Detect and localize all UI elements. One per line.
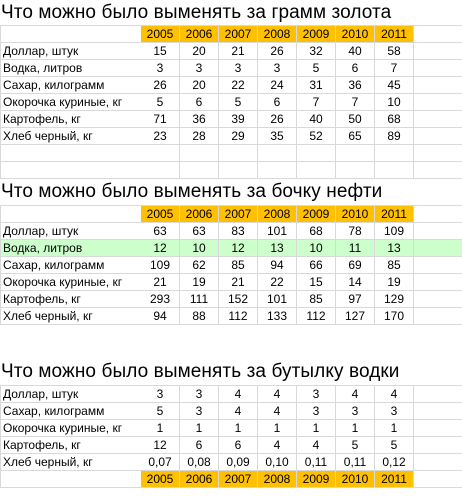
value-cell[interactable]: 24 — [258, 77, 297, 94]
empty-cell[interactable] — [180, 145, 219, 162]
value-cell[interactable]: 6 — [180, 437, 219, 454]
value-cell[interactable]: 40 — [336, 43, 375, 60]
empty-cell[interactable] — [414, 111, 462, 128]
value-cell[interactable]: 85 — [297, 291, 336, 308]
table-row — [1, 274, 462, 291]
year-header-cell[interactable]: 2008 — [258, 471, 297, 488]
table-row — [1, 420, 462, 437]
year-header-cell[interactable]: 2005 — [141, 471, 180, 488]
year-header-cell[interactable]: 2005 — [141, 26, 180, 43]
table-row — [1, 454, 462, 471]
table-row — [1, 308, 462, 325]
value-cell[interactable]: 3 — [258, 60, 297, 77]
year-header-row — [1, 206, 462, 223]
year-header-cell[interactable]: 2010 — [336, 206, 375, 223]
table-row — [1, 240, 462, 257]
value-cell[interactable]: 129 — [375, 291, 414, 308]
value-cell[interactable]: 15 — [297, 274, 336, 291]
row-label-cell[interactable]: Окорочка куриные, кг — [1, 274, 141, 291]
empty-cell[interactable] — [414, 223, 462, 240]
empty-cell[interactable] — [297, 145, 336, 162]
value-cell[interactable]: 112 — [297, 308, 336, 325]
empty-cell[interactable] — [1, 145, 141, 162]
value-cell[interactable]: 22 — [219, 77, 258, 94]
section-title-oil: Что можно было выменять за бочку нефти — [1, 181, 383, 202]
table-row — [1, 128, 462, 145]
value-cell[interactable]: 62 — [180, 257, 219, 274]
value-cell[interactable]: 14 — [336, 274, 375, 291]
year-header-cell[interactable]: 2009 — [297, 471, 336, 488]
value-cell[interactable]: 152 — [219, 291, 258, 308]
value-cell[interactable]: 23 — [141, 128, 180, 145]
year-header-cell[interactable]: 2010 — [336, 26, 375, 43]
year-header-cell[interactable]: 2007 — [219, 26, 258, 43]
empty-cell[interactable] — [1, 162, 141, 179]
value-cell[interactable]: 170 — [375, 308, 414, 325]
value-cell[interactable]: 10 — [375, 94, 414, 111]
value-cell[interactable]: 1 — [375, 420, 414, 437]
row-label-cell[interactable]: Водка, литров — [1, 60, 141, 77]
value-cell[interactable]: 3 — [297, 386, 336, 403]
value-cell[interactable]: 88 — [180, 308, 219, 325]
value-cell[interactable]: 94 — [258, 257, 297, 274]
row-label-cell[interactable]: Доллар, штук — [1, 43, 141, 60]
value-cell[interactable]: 101 — [258, 223, 297, 240]
empty-cell[interactable] — [219, 145, 258, 162]
empty-cell[interactable] — [414, 162, 462, 179]
value-cell[interactable]: 31 — [297, 77, 336, 94]
empty-cell[interactable] — [180, 162, 219, 179]
value-cell[interactable]: 19 — [180, 274, 219, 291]
empty-cell[interactable] — [336, 145, 375, 162]
value-cell[interactable]: 40 — [297, 111, 336, 128]
empty-cell[interactable] — [375, 162, 414, 179]
value-cell[interactable]: 5 — [141, 403, 180, 420]
row-label-cell[interactable]: Хлеб черный, кг — [1, 128, 141, 145]
value-cell[interactable]: 26 — [258, 43, 297, 60]
row-label-cell[interactable]: Картофель, кг — [1, 437, 141, 454]
value-cell[interactable]: 7 — [297, 94, 336, 111]
year-header-cell[interactable]: 2009 — [297, 206, 336, 223]
empty-cell[interactable] — [414, 291, 462, 308]
empty-cell[interactable] — [258, 145, 297, 162]
year-header-cell[interactable]: 2007 — [219, 471, 258, 488]
value-cell[interactable]: 4 — [258, 403, 297, 420]
value-cell[interactable]: 3 — [180, 60, 219, 77]
value-cell[interactable]: 5 — [219, 94, 258, 111]
year-header-cell[interactable]: 2009 — [297, 26, 336, 43]
empty-cell[interactable] — [414, 437, 462, 454]
table-row — [1, 291, 462, 308]
section-title-vodka: Что можно было выменять за бутылку водки — [1, 361, 400, 382]
value-cell[interactable]: 1 — [141, 420, 180, 437]
value-cell[interactable]: 26 — [141, 77, 180, 94]
value-cell[interactable]: 63 — [180, 223, 219, 240]
empty-cell[interactable] — [297, 162, 336, 179]
empty-cell[interactable] — [414, 471, 462, 488]
value-cell[interactable]: 11 — [336, 240, 375, 257]
row-label-cell[interactable]: Хлеб черный, кг — [1, 454, 141, 471]
value-cell[interactable]: 66 — [297, 257, 336, 274]
row-label-cell[interactable]: Картофель, кг — [1, 111, 141, 128]
header-empty-cell[interactable] — [1, 26, 141, 43]
row-label-cell[interactable]: Доллар, штук — [1, 386, 141, 403]
empty-cell[interactable] — [258, 162, 297, 179]
value-cell[interactable]: 3 — [219, 60, 258, 77]
value-cell[interactable]: 45 — [375, 77, 414, 94]
empty-row — [1, 145, 462, 162]
value-cell[interactable]: 32 — [297, 43, 336, 60]
value-cell[interactable]: 63 — [141, 223, 180, 240]
value-cell[interactable]: 83 — [219, 223, 258, 240]
value-cell[interactable]: 52 — [297, 128, 336, 145]
value-cell[interactable]: 109 — [141, 257, 180, 274]
value-cell[interactable]: 0,10 — [258, 454, 297, 471]
value-cell[interactable]: 15 — [141, 43, 180, 60]
value-cell[interactable]: 89 — [375, 128, 414, 145]
value-cell[interactable]: 6 — [180, 94, 219, 111]
empty-cell[interactable] — [414, 145, 462, 162]
year-header-cell[interactable]: 2011 — [375, 26, 414, 43]
row-label-cell[interactable]: Сахар, килограмм — [1, 77, 141, 94]
value-cell[interactable]: 5 — [375, 437, 414, 454]
value-cell[interactable]: 21 — [219, 43, 258, 60]
value-cell[interactable]: 4 — [219, 403, 258, 420]
value-cell[interactable]: 20 — [180, 43, 219, 60]
value-cell[interactable]: 0,11 — [297, 454, 336, 471]
value-cell[interactable]: 36 — [180, 111, 219, 128]
value-cell[interactable]: 21 — [141, 274, 180, 291]
empty-cell[interactable] — [336, 162, 375, 179]
empty-cell[interactable] — [414, 60, 462, 77]
value-cell[interactable]: 127 — [336, 308, 375, 325]
empty-cell[interactable] — [219, 162, 258, 179]
year-header-cell[interactable]: 2007 — [219, 206, 258, 223]
value-cell[interactable]: 5 — [297, 60, 336, 77]
year-header-cell[interactable]: 2005 — [141, 206, 180, 223]
value-cell[interactable]: 1 — [336, 420, 375, 437]
empty-row — [1, 162, 462, 179]
value-cell[interactable]: 50 — [336, 111, 375, 128]
value-cell[interactable]: 1 — [180, 420, 219, 437]
empty-cell[interactable] — [414, 274, 462, 291]
empty-cell[interactable] — [141, 145, 180, 162]
value-cell[interactable]: 21 — [219, 274, 258, 291]
empty-cell[interactable] — [414, 206, 462, 223]
table-oil — [0, 205, 462, 325]
empty-cell[interactable] — [414, 43, 462, 60]
value-cell[interactable]: 4 — [297, 437, 336, 454]
row-label-cell[interactable]: Окорочка куриные, кг — [1, 94, 141, 111]
empty-cell[interactable] — [414, 420, 462, 437]
table-row — [1, 437, 462, 454]
row-label-cell[interactable]: Доллар, штук — [1, 223, 141, 240]
value-cell[interactable]: 97 — [336, 291, 375, 308]
value-cell[interactable]: 22 — [258, 274, 297, 291]
value-cell[interactable]: 36 — [336, 77, 375, 94]
empty-cell[interactable] — [414, 308, 462, 325]
value-cell[interactable]: 4 — [219, 386, 258, 403]
empty-cell[interactable] — [414, 386, 462, 403]
year-header-row — [1, 26, 462, 43]
empty-cell[interactable] — [414, 77, 462, 94]
value-cell[interactable]: 0,09 — [219, 454, 258, 471]
value-cell[interactable]: 0,11 — [336, 454, 375, 471]
empty-cell[interactable] — [414, 454, 462, 471]
value-cell[interactable]: 35 — [258, 128, 297, 145]
value-cell[interactable]: 111 — [180, 291, 219, 308]
table-gold — [0, 25, 462, 179]
value-cell[interactable]: 10 — [180, 240, 219, 257]
value-cell[interactable]: 4 — [375, 386, 414, 403]
value-cell[interactable]: 13 — [258, 240, 297, 257]
header-empty-cell[interactable] — [1, 471, 141, 488]
value-cell[interactable]: 19 — [375, 274, 414, 291]
value-cell[interactable]: 13 — [375, 240, 414, 257]
value-cell[interactable]: 68 — [375, 111, 414, 128]
value-cell[interactable]: 3 — [336, 403, 375, 420]
value-cell[interactable]: 12 — [219, 240, 258, 257]
value-cell[interactable]: 133 — [258, 308, 297, 325]
row-label-cell[interactable]: Картофель, кг — [1, 291, 141, 308]
row-label-cell[interactable]: Сахар, килограмм — [1, 403, 141, 420]
table-row — [1, 77, 462, 94]
year-header-cell[interactable]: 2006 — [180, 206, 219, 223]
value-cell[interactable]: 5 — [141, 94, 180, 111]
value-cell[interactable]: 0,07 — [141, 454, 180, 471]
value-cell[interactable]: 85 — [219, 257, 258, 274]
row-label-cell[interactable]: Хлеб черный, кг — [1, 308, 141, 325]
value-cell[interactable]: 1 — [219, 420, 258, 437]
empty-cell[interactable] — [414, 257, 462, 274]
year-header-cell[interactable]: 2010 — [336, 471, 375, 488]
value-cell[interactable]: 12 — [141, 240, 180, 257]
value-cell[interactable]: 68 — [297, 223, 336, 240]
empty-cell[interactable] — [414, 240, 462, 257]
empty-cell[interactable] — [414, 94, 462, 111]
value-cell[interactable]: 28 — [180, 128, 219, 145]
table-row — [1, 223, 462, 240]
value-cell[interactable]: 0,08 — [180, 454, 219, 471]
value-cell[interactable]: 101 — [258, 291, 297, 308]
value-cell[interactable]: 7 — [375, 60, 414, 77]
value-cell[interactable]: 3 — [141, 386, 180, 403]
value-cell[interactable]: 3 — [375, 403, 414, 420]
year-header-cell[interactable]: 2006 — [180, 471, 219, 488]
value-cell[interactable]: 1 — [297, 420, 336, 437]
value-cell[interactable]: 6 — [336, 60, 375, 77]
row-label-cell[interactable]: Сахар, килограмм — [1, 257, 141, 274]
value-cell[interactable]: 5 — [336, 437, 375, 454]
value-cell[interactable]: 109 — [375, 223, 414, 240]
value-cell[interactable]: 3 — [180, 386, 219, 403]
row-label-cell[interactable]: Водка, литров — [1, 240, 141, 257]
year-header-cell[interactable]: 2008 — [258, 26, 297, 43]
value-cell[interactable]: 293 — [141, 291, 180, 308]
value-cell[interactable]: 10 — [297, 240, 336, 257]
value-cell[interactable]: 85 — [375, 257, 414, 274]
value-cell[interactable]: 6 — [258, 94, 297, 111]
table-row — [1, 60, 462, 77]
table-row — [1, 403, 462, 420]
table-row — [1, 386, 462, 403]
value-cell[interactable]: 69 — [336, 257, 375, 274]
row-label-cell[interactable]: Окорочка куриные, кг — [1, 420, 141, 437]
empty-cell[interactable] — [375, 145, 414, 162]
table-row — [1, 94, 462, 111]
value-cell[interactable]: 3 — [180, 403, 219, 420]
table-vodka — [0, 385, 462, 488]
value-cell[interactable]: 12 — [141, 437, 180, 454]
value-cell[interactable]: 112 — [219, 308, 258, 325]
value-cell[interactable]: 4 — [258, 386, 297, 403]
year-header-cell[interactable]: 2008 — [258, 206, 297, 223]
header-empty-cell[interactable] — [1, 206, 141, 223]
value-cell[interactable]: 39 — [219, 111, 258, 128]
table-row — [1, 111, 462, 128]
value-cell[interactable]: 29 — [219, 128, 258, 145]
value-cell[interactable]: 94 — [141, 308, 180, 325]
value-cell[interactable]: 6 — [219, 437, 258, 454]
value-cell[interactable]: 26 — [258, 111, 297, 128]
value-cell[interactable]: 20 — [180, 77, 219, 94]
value-cell[interactable]: 58 — [375, 43, 414, 60]
year-header-cell[interactable]: 2006 — [180, 26, 219, 43]
empty-cell[interactable] — [141, 162, 180, 179]
value-cell[interactable]: 65 — [336, 128, 375, 145]
value-cell[interactable]: 7 — [336, 94, 375, 111]
section-title-gold: Что можно было выменять за грамм золота — [1, 2, 392, 23]
value-cell[interactable]: 3 — [141, 60, 180, 77]
value-cell[interactable]: 78 — [336, 223, 375, 240]
value-cell[interactable]: 1 — [258, 420, 297, 437]
value-cell[interactable]: 4 — [336, 386, 375, 403]
value-cell[interactable]: 3 — [297, 403, 336, 420]
year-header-row — [1, 471, 462, 488]
value-cell[interactable]: 71 — [141, 111, 180, 128]
year-header-cell[interactable]: 2011 — [375, 206, 414, 223]
empty-cell[interactable] — [414, 128, 462, 145]
year-header-cell[interactable]: 2011 — [375, 471, 414, 488]
table-row — [1, 257, 462, 274]
empty-cell[interactable] — [414, 403, 462, 420]
empty-cell[interactable] — [414, 26, 462, 43]
value-cell[interactable]: 0,12 — [375, 454, 414, 471]
value-cell[interactable]: 4 — [258, 437, 297, 454]
table-row — [1, 43, 462, 60]
